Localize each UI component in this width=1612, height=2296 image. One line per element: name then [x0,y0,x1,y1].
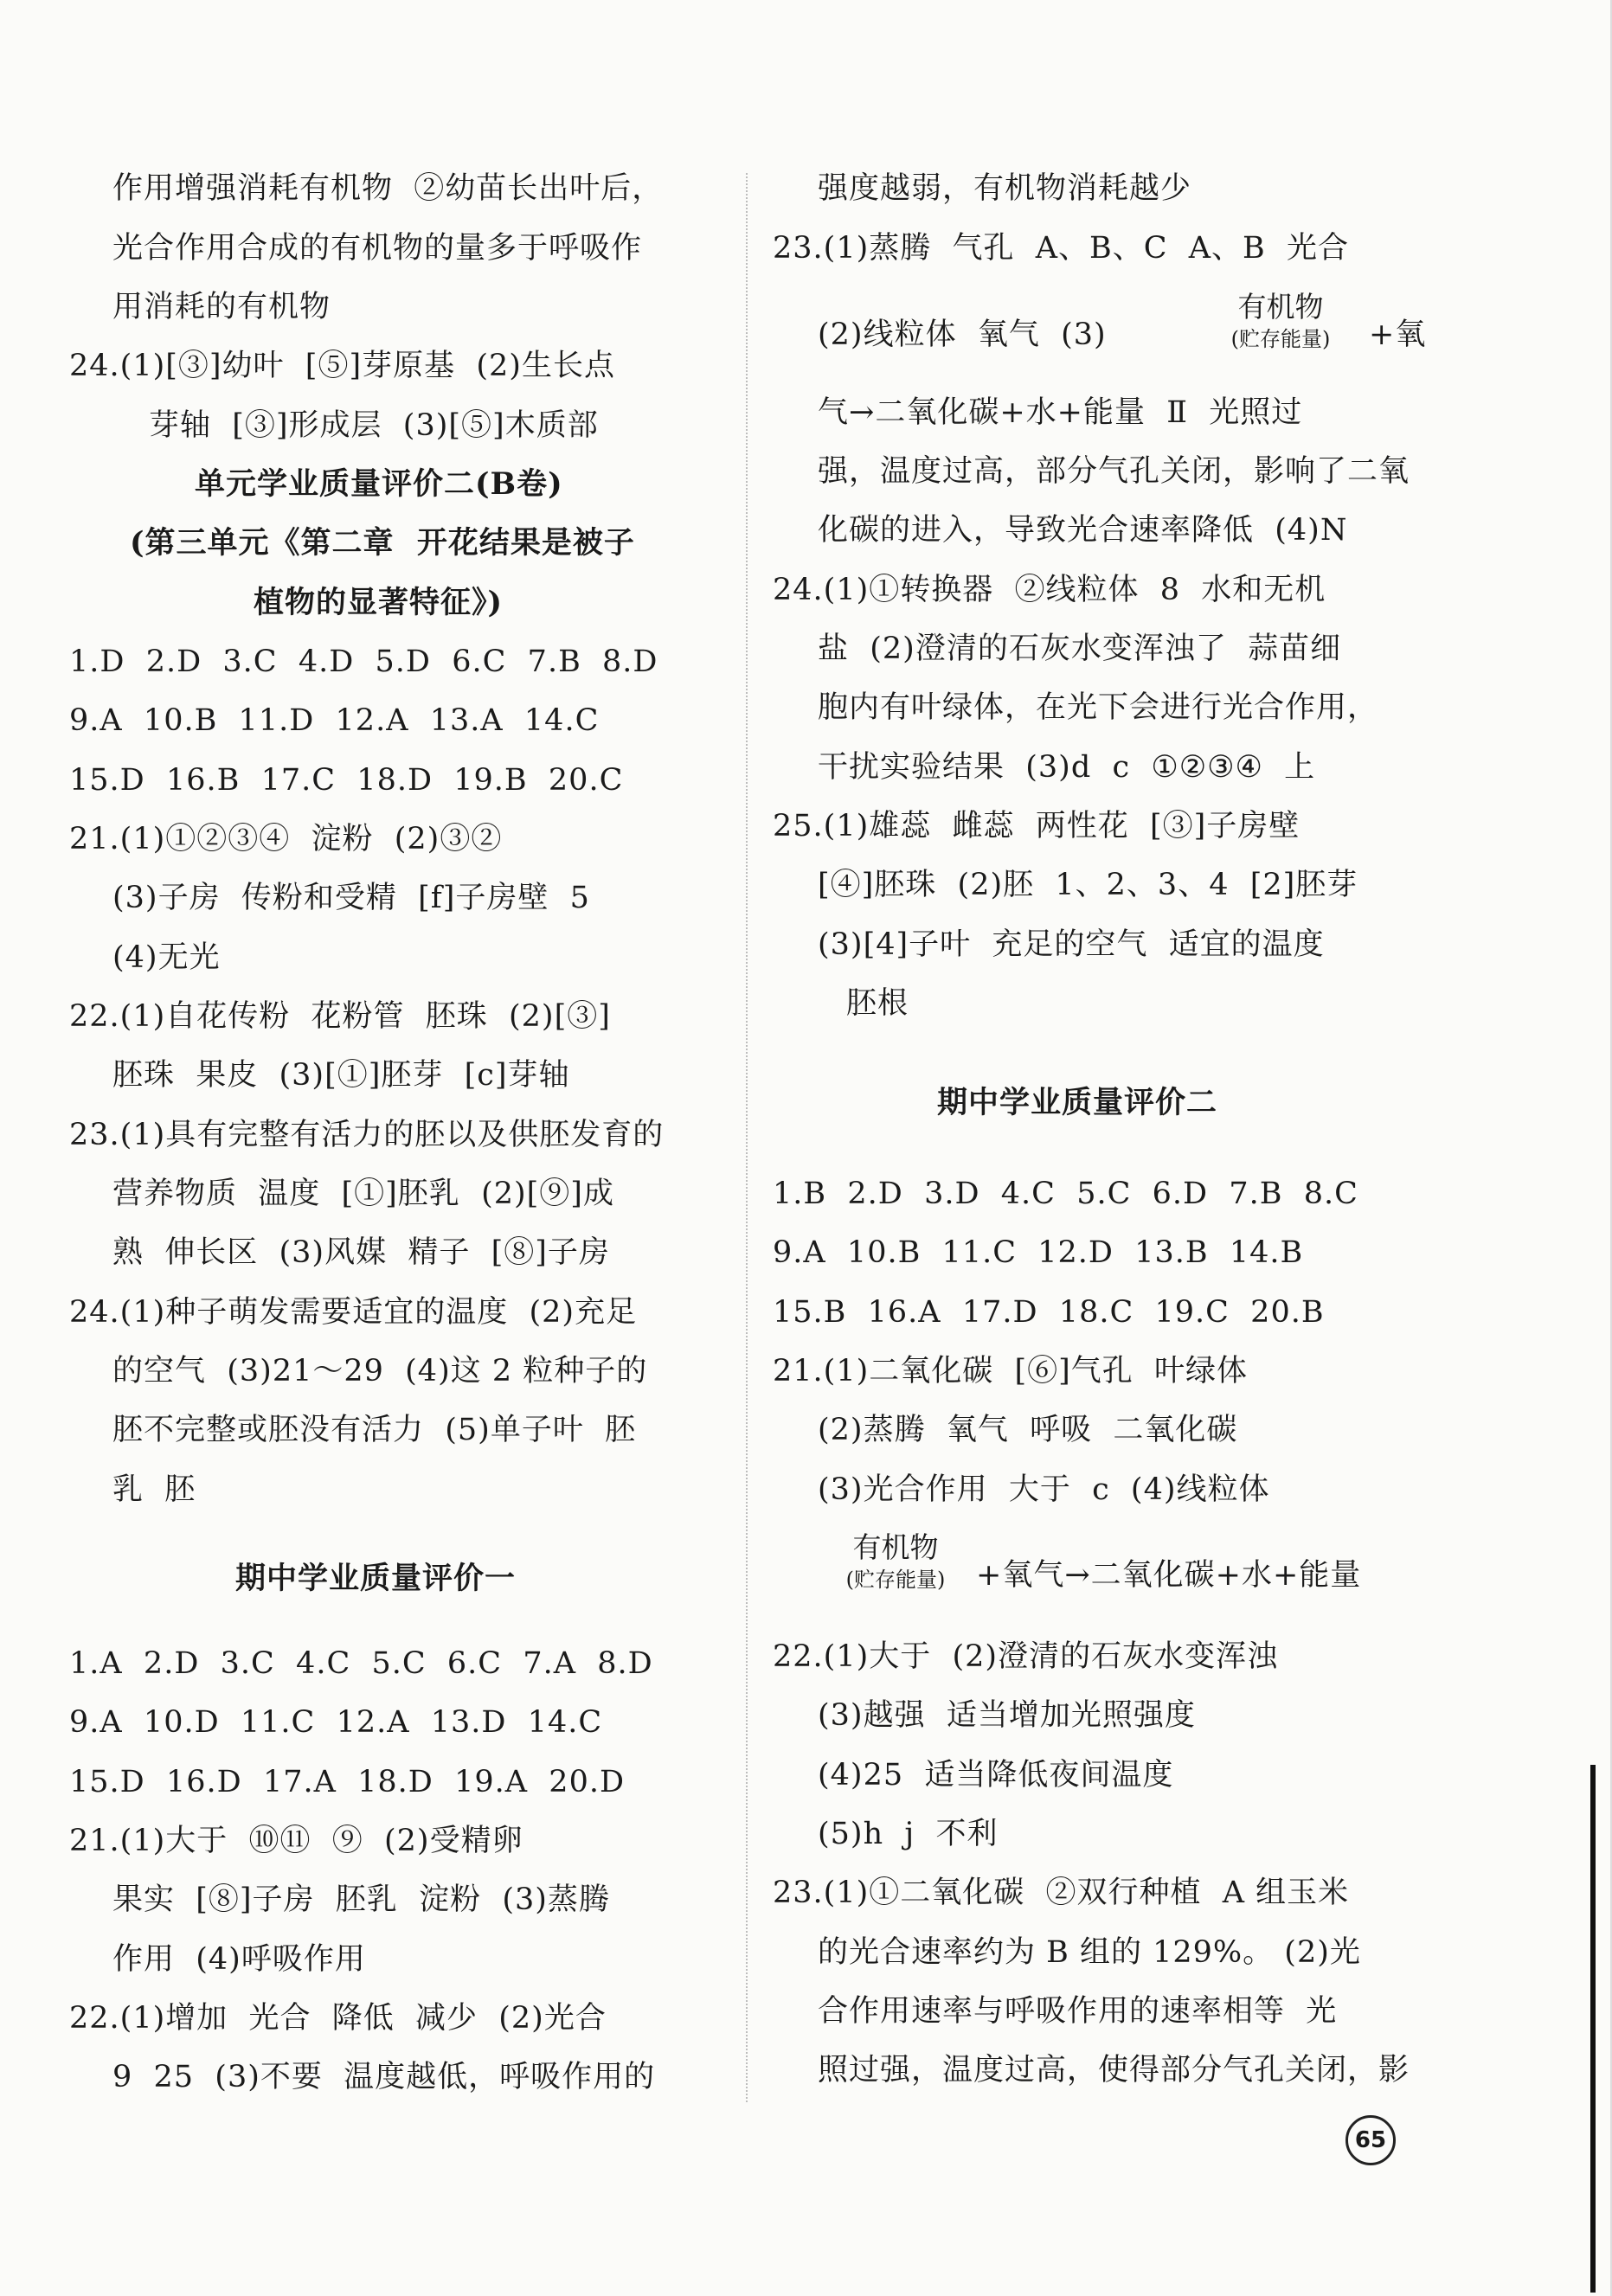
answer-21: 21.(1)①②③④ 淀粉 (2)③② [69,822,503,856]
answer-25: 25.(1)雄蕊 雌蕊 两性花 [③]子房壁 [773,809,1301,843]
text-line: 熟 伸长区 (3)风媒 精子 [⑧]子房 [112,1235,610,1270]
text-line: (3)越强 适当增加光照强度 [818,1698,1196,1733]
answer-23: 23.(1)①二氧化碳 ②双行种植 A 组玉米 [773,1876,1350,1910]
section-heading: 单元学业质量评价二(B卷) [195,466,563,502]
choice-answers: 1.A 2.D 3.C 4.C 5.C 6.C 7.A 8.D [69,1646,653,1681]
choice-answers: 9.A 10.B 11.D 12.A 13.A 14.C [69,703,600,738]
text-line: 光合作用合成的有机物的量多于呼吸作 [112,231,643,266]
text-line: 营养物质 温度 [①]胚乳 (2)[⑨]成 [112,1177,614,1211]
section-subheading: (第三单元《第二章 开花结果是被子 [130,525,635,561]
text-line: 胚根 [846,986,909,1021]
answer-24: 24.(1)[③]幼叶 [⑤]芽原基 (2)生长点 [69,349,615,383]
text-line: 作用增强消耗有机物 ②幼苗长出叶后， [112,171,664,206]
text-line: [④]胚珠 (2)胚 1、2、3、4 [2]胚芽 [818,868,1358,902]
text-line: (3)光合作用 大于 c (4)线粒体 [818,1472,1270,1507]
text-line: 芽轴 [③]形成层 (3)[⑤]木质部 [149,408,599,443]
chemical-fraction [818,1529,973,1593]
fraction-top: 有机物 [1237,290,1324,324]
text-line: (2)线粒体 氧气 (3) [818,317,1107,352]
text-line: 盐 (2)澄清的石灰水变浑浊了 蒜苗细 [818,632,1342,666]
text-line: (3)子房 传粉和受精 [f]子房壁 5 [112,881,590,915]
text-line: (2)蒸腾 氧气 呼吸 二氧化碳 [818,1413,1238,1447]
page-number: 65 [1345,2115,1396,2165]
section-subheading: 植物的显著特征》) [254,585,504,620]
section-heading: 期中学业质量评价一 [235,1561,517,1596]
section-heading: 期中学业质量评价二 [937,1085,1218,1120]
text-line: 胚珠 果皮 (3)[①]胚芽 [c]芽轴 [112,1058,570,1093]
text-line: 胚不完整或胚没有活力 (5)单子叶 胚 [112,1413,637,1447]
answer-24: 24.(1)种子萌发需要适宜的温度 (2)充足 [69,1295,638,1330]
text-line: 干扰实验结果 (3)d c ①②③④ 上 [818,750,1316,785]
choice-answers: 1.D 2.D 3.C 4.D 5.D 6.C 7.B 8.D [69,645,658,679]
answer-22: 22.(1)自花传粉 花粉管 胚珠 (2)[③] [69,999,611,1034]
answer-24: 24.(1)①转换器 ②线粒体 8 水和无机 [773,573,1326,607]
text-line: (3)[4]子叶 充足的空气 适宜的温度 [818,927,1325,962]
choice-answers: 15.B 16.A 17.D 18.C 19.C 20.B [773,1295,1325,1330]
text-line: 用消耗的有机物 [112,290,331,324]
choice-answers: 15.D 16.D 17.A 18.D 19.A 20.D [69,1765,626,1799]
text-line: (4)25 适当降低夜间温度 [818,1758,1174,1793]
answer-23: 23.(1)蒸腾 气孔 A、B、C A、B 光合 [773,231,1350,266]
text-line: (4)无光 [112,940,221,975]
choice-answers: 15.D 16.B 17.C 18.D 19.B 20.C [69,763,624,798]
text-line: 合作用速率与呼吸作用的速率相等 光 [818,1994,1338,2029]
choice-answers: 9.A 10.B 11.C 12.D 13.B 14.B [773,1235,1304,1270]
chemical-fraction [1194,288,1367,352]
text-line: 胞内有叶绿体，在光下会进行光合作用， [818,690,1379,725]
text-line: 作用 (4)呼吸作用 [112,1942,366,1977]
text-line: 化碳的进入，导致光合速率降低 (4)N [818,513,1348,548]
fraction-top: 有机物 [852,1530,939,1564]
answer-22: 22.(1)增加 光合 降低 减少 (2)光合 [69,2001,607,2036]
text-line: 的光合速率约为 B 组的 129%。 (2)光 [818,1935,1361,1970]
text-line: 的空气 (3)21～29 (4)这 2 粒种子的 [112,1354,648,1389]
text-line: +氧气→二氧化碳+水+能量 [976,1558,1362,1593]
answer-23: 23.(1)具有完整有活力的胚以及供胚发育的 [69,1118,665,1152]
text-line: (5)h j 不利 [818,1817,999,1851]
text-line: 气→二氧化碳+水+能量 Ⅱ 光照过 [818,395,1303,430]
scan-edge-shadow [1590,1765,1596,2293]
column-divider [746,173,748,2102]
text-line: 果实 [⑧]子房 胚乳 淀粉 (3)蒸腾 [112,1882,610,1917]
text-line: 乳 胚 [112,1472,196,1507]
text-line: 强度越弱，有机物消耗越少 [818,171,1192,206]
answer-21: 21.(1)二氧化碳 [⑥]气孔 叶绿体 [773,1354,1249,1389]
text-line: 9 25 (3)不要 温度越低，呼吸作用的 [112,2060,656,2094]
choice-answers: 1.B 2.D 3.D 4.C 5.C 6.D 7.B 8.C [773,1177,1358,1211]
choice-answers: 9.A 10.D 11.C 12.A 13.D 14.C [69,1705,603,1740]
text-line: +氧 [1369,317,1427,352]
fraction-bottom: (贮存能量) [1230,327,1331,351]
text-line: 强，温度过高，部分气孔关闭，影响了二氧 [818,454,1410,489]
answer-21: 21.(1)大于 ⑩⑪ ⑨ (2)受精卵 [69,1824,523,1858]
answer-22: 22.(1)大于 (2)澄清的石灰水变浑浊 [773,1639,1279,1674]
fraction-bottom: (贮存能量) [845,1568,946,1592]
text-line: 照过强，温度过高，使得部分气孔关闭，影 [818,2053,1410,2088]
